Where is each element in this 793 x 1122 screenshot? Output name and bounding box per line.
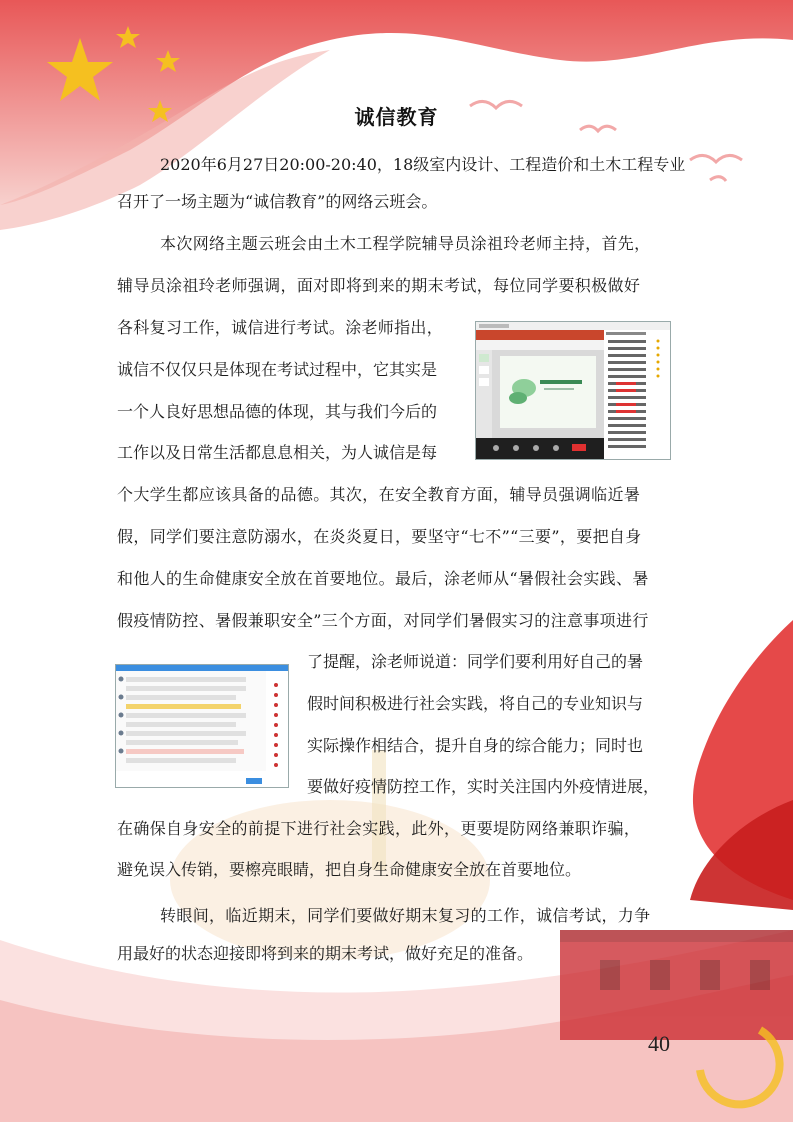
paragraph-line: 避免误入传销，要檫亮眼睛，把自身生命健康安全放在首要地位。 xyxy=(117,860,582,879)
paragraph-line: 和他人的生命健康安全放在首要地位。最后，涂老师从“暑假社会实践、暑 xyxy=(117,569,649,588)
paragraph-line: 了提醒，涂老师说道：同学们要利用好自己的暑 xyxy=(307,652,644,671)
paragraph-line: 假时间积极进行社会实践，将自己的专业知识与 xyxy=(307,694,644,713)
paragraph-line: 一个人良好思想品德的体现，其与我们今后的 xyxy=(117,402,438,421)
paragraph-line: 辅导员涂祖玲老师强调，面对即将到来的期末考试，每位同学要积极做好 xyxy=(117,276,641,295)
paragraph-line: 在确保自身安全的前提下进行社会实践，此外，更要堤防网络兼职诈骗， xyxy=(117,819,641,838)
paragraph-line: 本次网络主题云班会由土木工程学院辅导员涂祖玲老师主持，首先， xyxy=(160,234,651,253)
paragraph-line: 假，同学们要注意防溺水，在炎炎夏日，要坚守“七不”“三要”，要把自身 xyxy=(117,527,642,546)
paragraph-line: 个大学生都应该具备的品德。其次，在安全教育方面，辅导员强调临近暑 xyxy=(117,485,641,504)
paragraph-line: 2020年6月27日20:00-20:40，18级室内设计、工程造价和土木工程专业 xyxy=(160,155,686,174)
paragraph-line: 召开了一场主题为“诚信教育”的网络云班会。 xyxy=(117,192,438,211)
paragraph-line: 实际操作相结合，提升自身的综合能力；同时也 xyxy=(307,736,644,755)
meeting-screenshot-image xyxy=(475,321,671,460)
chat-screenshot-image xyxy=(115,664,289,788)
paragraph-line: 各科复习工作，诚信进行考试。涂老师指出， xyxy=(117,318,444,337)
paragraph-line: 用最好的状态迎接即将到来的期末考试，做好充足的准备。 xyxy=(117,944,534,963)
page-number: 40 xyxy=(648,1031,670,1056)
paragraph-line: 假疫情防控、暑假兼职安全”三个方面，对同学们暑假实习的注意事项进行 xyxy=(117,611,649,630)
paragraph-line: 工作以及日常生活都息息相关，为人诚信是每 xyxy=(117,443,438,462)
page-title: 诚信教育 xyxy=(354,105,439,129)
paragraph-line: 转眼间，临近期末，同学们要做好期末复习的工作，诚信考试，力争 xyxy=(160,906,651,925)
paragraph-line: 要做好疫情防控工作，实时关注国内外疫情进展， xyxy=(307,777,660,796)
paragraph-line: 诚信不仅仅只是体现在考试过程中，它其实是 xyxy=(117,360,438,379)
